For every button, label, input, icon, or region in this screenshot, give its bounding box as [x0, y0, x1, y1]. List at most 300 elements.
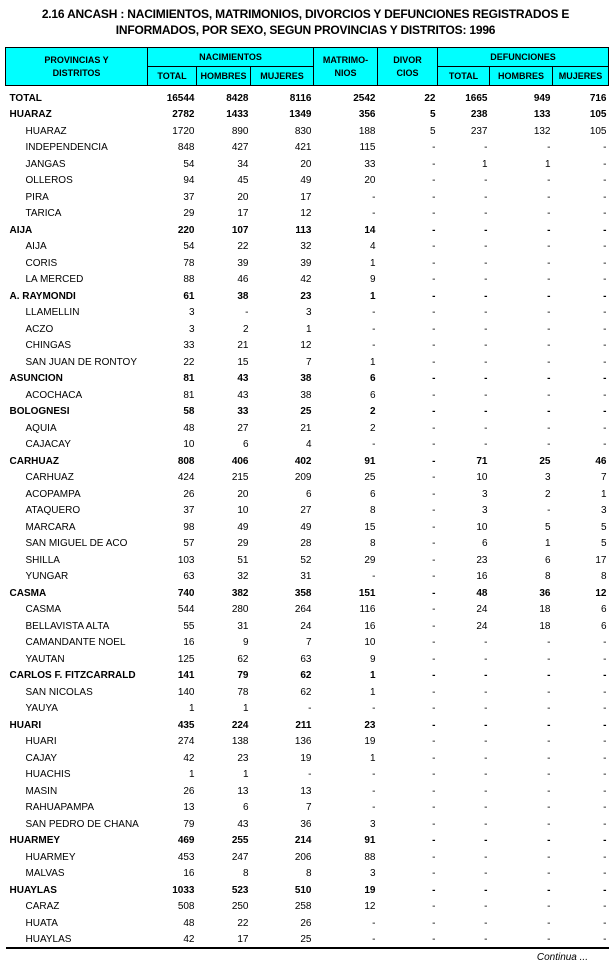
- cell-value: -: [547, 191, 551, 203]
- cell-value: 258: [294, 901, 312, 913]
- cell-value: -: [432, 290, 436, 302]
- cell-value: 34: [237, 158, 249, 170]
- cell-value: 26: [300, 917, 312, 929]
- cell-value: -: [432, 554, 436, 566]
- cell-value: 10: [237, 505, 249, 517]
- province-row: [6, 222, 609, 239]
- cell-value: 5: [429, 109, 436, 121]
- cell-value: -: [547, 670, 551, 682]
- cell-value: 7: [600, 472, 607, 484]
- cell-value: 6: [544, 554, 551, 566]
- cell-value: 5: [600, 521, 607, 533]
- cell-value: -: [547, 290, 551, 302]
- province-row: [6, 453, 609, 470]
- cell-value: -: [432, 686, 436, 698]
- cell-value: -: [484, 241, 488, 253]
- row-label: ACOPAMPA: [25, 488, 81, 500]
- cell-value: -: [547, 703, 551, 715]
- row-label: HUARMEY: [9, 835, 61, 847]
- cell-value: 211: [295, 719, 312, 731]
- cell-value: -: [484, 917, 488, 929]
- cell-value: 8: [369, 538, 376, 550]
- cell-value: -: [432, 884, 436, 896]
- row-label: BELLAVISTA ALTA: [25, 620, 110, 632]
- cell-value: -: [603, 191, 607, 203]
- cell-value: 2782: [172, 109, 195, 121]
- cell-value: 427: [231, 142, 249, 154]
- cell-value: -: [547, 868, 551, 880]
- header-divorcios-line1: DIVOR: [393, 54, 422, 65]
- cell-value: -: [547, 208, 551, 220]
- cell-value: 740: [177, 587, 195, 599]
- cell-value: -: [432, 818, 436, 830]
- district-row: [6, 338, 609, 355]
- district-row: [6, 866, 609, 883]
- cell-value: -: [432, 224, 436, 236]
- cell-value: 61: [183, 290, 195, 302]
- page-title-line1: 2.16 ANCASH : NACIMIENTOS, MATRIMONIOS, DIVORCIOS Y DEFUNCIONES REGISTRADOS E: [41, 7, 570, 21]
- cell-value: 78: [237, 686, 249, 698]
- cell-value: 13: [183, 802, 195, 814]
- cell-value: -: [484, 356, 488, 368]
- cell-value: 12: [364, 901, 376, 913]
- cell-value: -: [432, 571, 436, 583]
- cell-value: -: [603, 257, 607, 269]
- cell-value: -: [484, 191, 488, 203]
- cell-value: -: [432, 620, 436, 632]
- cell-value: -: [432, 356, 436, 368]
- header-group-nacimientos: NACIMIENTOS: [148, 48, 314, 67]
- row-label: ATAQUERO: [25, 505, 81, 517]
- cell-value: -: [484, 884, 488, 896]
- cell-value: -: [547, 389, 551, 401]
- cell-value: -: [432, 472, 436, 484]
- cell-value: -: [484, 653, 488, 665]
- cell-value: -: [432, 802, 436, 814]
- cell-value: -: [603, 241, 607, 253]
- page-title-line2: INFORMADOS, POR SEXO, SEGUN PROVINCIAS Y DISTRITOS: 1996: [115, 23, 496, 37]
- cell-value: 140: [177, 686, 195, 698]
- cell-value: 29: [183, 208, 195, 220]
- district-row: [6, 618, 609, 635]
- cell-value: 12: [595, 587, 607, 599]
- cell-value: 39: [237, 257, 249, 269]
- row-label: AIJA: [25, 241, 47, 253]
- header-matrimonios-line2: NIOS: [334, 67, 357, 78]
- cell-value: -: [372, 802, 376, 814]
- cell-value: 24: [300, 620, 312, 632]
- cell-value: 247: [231, 851, 249, 863]
- cell-value: -: [432, 488, 436, 500]
- cell-value: -: [372, 917, 376, 929]
- cell-value: 20: [300, 158, 312, 170]
- cell-value: -: [603, 769, 607, 781]
- cell-value: -: [603, 933, 607, 945]
- cell-value: 116: [359, 604, 376, 616]
- cell-value: 13: [237, 785, 249, 797]
- row-label: AQUIA: [25, 422, 57, 434]
- cell-value: -: [432, 917, 436, 929]
- cell-value: 21: [300, 422, 312, 434]
- cell-value: -: [432, 538, 436, 550]
- row-label: HUACHIS: [25, 769, 71, 781]
- header-provincias-distritos: [6, 48, 148, 86]
- cell-value: 12: [300, 340, 312, 352]
- cell-value: 3: [369, 818, 376, 830]
- cell-value: 62: [300, 686, 312, 698]
- cell-value: -: [484, 719, 488, 731]
- row-label: SAN MIGUEL DE ACO: [25, 538, 128, 550]
- cell-value: -: [547, 373, 551, 385]
- row-label: CASMA: [25, 604, 62, 616]
- district-row: [6, 387, 609, 404]
- cell-value: 94: [183, 175, 195, 187]
- row-label: RAHUAPAMPA: [25, 802, 95, 814]
- cell-value: 125: [177, 653, 195, 665]
- cell-value: -: [372, 323, 376, 335]
- cell-value: -: [547, 274, 551, 286]
- cell-value: 2: [544, 488, 551, 500]
- cell-value: -: [432, 505, 436, 517]
- district-row: [6, 420, 609, 437]
- province-row: [6, 404, 609, 421]
- row-label: MASIN: [25, 785, 58, 797]
- cell-value: 29: [364, 554, 376, 566]
- cell-value: -: [484, 686, 488, 698]
- cell-value: 224: [231, 719, 249, 731]
- cell-value: -: [245, 307, 249, 319]
- cell-value: 6: [305, 488, 312, 500]
- cell-value: 29: [237, 538, 249, 550]
- cell-value: -: [372, 439, 376, 451]
- cell-value: 133: [533, 109, 551, 121]
- cell-value: -: [547, 917, 551, 929]
- district-row: [6, 552, 609, 569]
- cell-value: 132: [533, 125, 551, 137]
- cell-value: -: [432, 323, 436, 335]
- cell-value: 17: [237, 933, 249, 945]
- cell-value: 8428: [226, 93, 249, 105]
- row-label: JANGAS: [25, 158, 66, 170]
- cell-value: 1: [369, 257, 376, 269]
- cell-value: 54: [183, 241, 195, 253]
- cell-value: -: [432, 241, 436, 253]
- district-row: [6, 750, 609, 767]
- cell-value: 274: [177, 736, 195, 748]
- cell-value: 188: [358, 125, 376, 137]
- cell-value: -: [432, 175, 436, 187]
- cell-value: -: [484, 736, 488, 748]
- cell-value: 544: [177, 604, 195, 616]
- cell-value: 103: [177, 554, 195, 566]
- cell-value: -: [603, 802, 607, 814]
- cell-value: 9: [242, 637, 249, 649]
- row-label: ACZO: [25, 323, 54, 335]
- district-row: [6, 321, 609, 338]
- cell-value: -: [603, 703, 607, 715]
- cell-value: 10: [476, 472, 488, 484]
- cell-value: 808: [177, 455, 195, 467]
- district-row: [6, 189, 609, 206]
- district-row: [6, 684, 609, 701]
- cell-value: 18: [539, 604, 551, 616]
- province-row: [6, 717, 609, 734]
- cell-value: 22: [237, 917, 249, 929]
- cell-value: 25: [300, 933, 312, 945]
- cell-value: 8: [369, 505, 376, 517]
- cell-value: 16: [183, 868, 195, 880]
- cell-value: -: [547, 769, 551, 781]
- district-row: [6, 701, 609, 718]
- row-label: SAN PEDRO DE CHANA: [25, 818, 139, 830]
- cell-value: 26: [183, 785, 195, 797]
- cell-value: 6: [242, 439, 249, 451]
- cell-value: 848: [177, 142, 195, 154]
- cell-value: 71: [476, 455, 488, 467]
- row-label: CHINGAS: [25, 340, 72, 352]
- district-row: [6, 239, 609, 256]
- district-row: [6, 915, 609, 932]
- cell-value: -: [484, 752, 488, 764]
- cell-value: -: [484, 868, 488, 880]
- cell-value: -: [603, 719, 607, 731]
- cell-value: 1: [369, 356, 376, 368]
- cell-value: 78: [183, 257, 195, 269]
- cell-value: -: [432, 785, 436, 797]
- cell-value: -: [432, 389, 436, 401]
- cell-value: -: [547, 719, 551, 731]
- district-row: [6, 783, 609, 800]
- cell-value: -: [432, 868, 436, 880]
- cell-value: 88: [183, 274, 195, 286]
- cell-value: 62: [237, 653, 249, 665]
- cell-value: 138: [231, 736, 249, 748]
- cell-value: 1: [369, 752, 376, 764]
- cell-value: -: [547, 637, 551, 649]
- cell-value: -: [432, 851, 436, 863]
- cell-value: 8: [242, 868, 249, 880]
- cell-value: 1: [369, 290, 376, 302]
- cell-value: -: [484, 439, 488, 451]
- cell-value: 6: [369, 389, 376, 401]
- cell-value: 3: [305, 307, 312, 319]
- table-body: [6, 86, 609, 949]
- cell-value: 107: [231, 224, 249, 236]
- cell-value: -: [432, 703, 436, 715]
- header-provincias-line1: PROVINCIAS Y: [44, 54, 109, 65]
- row-label: A. RAYMONDI: [9, 290, 76, 302]
- cell-value: 5: [600, 538, 607, 550]
- header-defunciones-hombres: HOMBRES: [490, 67, 553, 86]
- cell-value: 81: [183, 373, 195, 385]
- row-label: CAMANDANTE NOEL: [25, 637, 126, 649]
- cell-value: 1: [544, 158, 551, 170]
- district-row: [6, 156, 609, 173]
- row-label: AIJA: [9, 224, 33, 236]
- cell-value: 13: [300, 785, 312, 797]
- cell-value: 20: [237, 191, 249, 203]
- district-row: [6, 651, 609, 668]
- header-matrimonios-line1: MATRIMO-: [322, 54, 369, 65]
- cell-value: 238: [470, 109, 488, 121]
- cell-value: 23: [237, 752, 249, 764]
- cell-value: -: [432, 604, 436, 616]
- row-label: OLLEROS: [25, 175, 73, 187]
- cell-value: -: [432, 406, 436, 418]
- header-group-defunciones: DEFUNCIONES: [438, 48, 609, 67]
- cell-value: -: [603, 307, 607, 319]
- row-label: YUNGAR: [25, 571, 69, 583]
- row-label: CORIS: [25, 257, 58, 269]
- row-label: CAJACAY: [25, 439, 71, 451]
- cell-value: 26: [183, 488, 195, 500]
- cell-value: 421: [294, 142, 312, 154]
- cell-value: 43: [237, 373, 249, 385]
- cell-value: 105: [589, 109, 607, 121]
- district-row: [6, 816, 609, 833]
- row-label: YAUTAN: [25, 653, 65, 665]
- cell-value: 18: [539, 620, 551, 632]
- row-label: SHILLA: [25, 554, 60, 566]
- cell-value: 141: [177, 670, 195, 682]
- cell-value: -: [547, 307, 551, 319]
- cell-value: 830: [294, 125, 312, 137]
- cell-value: 55: [183, 620, 195, 632]
- cell-value: 1: [242, 703, 249, 715]
- cell-value: 37: [183, 191, 195, 203]
- cell-value: -: [484, 802, 488, 814]
- cell-value: 105: [589, 125, 607, 137]
- cell-value: 19: [364, 736, 376, 748]
- row-label: MARCARA: [25, 521, 76, 533]
- cell-value: 1: [544, 538, 551, 550]
- cell-value: 3: [600, 505, 607, 517]
- cell-value: 2542: [353, 93, 376, 105]
- cell-value: 23: [300, 290, 312, 302]
- row-label: TOTAL: [9, 93, 42, 105]
- cell-value: -: [547, 802, 551, 814]
- cell-value: -: [484, 340, 488, 352]
- cell-value: -: [603, 736, 607, 748]
- cell-value: -: [603, 356, 607, 368]
- cell-value: -: [432, 521, 436, 533]
- cell-value: 28: [300, 538, 312, 550]
- cell-value: -: [484, 851, 488, 863]
- cell-value: -: [484, 637, 488, 649]
- cell-value: 890: [231, 125, 249, 137]
- cell-value: -: [484, 389, 488, 401]
- province-row: [6, 107, 609, 124]
- cell-value: 39: [300, 257, 312, 269]
- cell-value: -: [547, 933, 551, 945]
- cell-value: 24: [476, 604, 488, 616]
- cell-value: 6: [481, 538, 488, 550]
- cell-value: 22: [237, 241, 249, 253]
- cell-value: -: [547, 835, 551, 847]
- header-defunciones-total: TOTAL: [438, 67, 490, 86]
- cell-value: -: [432, 307, 436, 319]
- district-row: [6, 800, 609, 817]
- cell-value: 79: [183, 818, 195, 830]
- district-row: [6, 354, 609, 371]
- cell-value: -: [603, 290, 607, 302]
- district-row: [6, 519, 609, 536]
- cell-value: -: [603, 142, 607, 154]
- cell-value: -: [432, 736, 436, 748]
- cell-value: -: [484, 323, 488, 335]
- cell-value: 49: [237, 521, 249, 533]
- cell-value: -: [603, 868, 607, 880]
- header-matrimonios: [314, 48, 378, 86]
- cell-value: -: [372, 571, 376, 583]
- cell-value: -: [603, 637, 607, 649]
- cell-value: 15: [237, 356, 249, 368]
- cell-value: 46: [595, 455, 607, 467]
- cell-value: 1033: [172, 884, 195, 896]
- row-label: HUARAZ: [9, 109, 52, 121]
- district-row: [6, 767, 609, 784]
- cell-value: -: [547, 505, 551, 517]
- cell-value: -: [372, 307, 376, 319]
- cell-value: -: [603, 422, 607, 434]
- cell-value: 20: [237, 488, 249, 500]
- cell-value: -: [484, 208, 488, 220]
- cell-value: 15: [364, 521, 376, 533]
- cell-value: 3: [481, 488, 488, 500]
- row-label: CARHUAZ: [25, 472, 74, 484]
- row-label: HUAYLAS: [25, 933, 72, 945]
- cell-value: 1: [188, 769, 195, 781]
- cell-value: -: [372, 769, 376, 781]
- cell-value: 1433: [226, 109, 249, 121]
- cell-value: 4: [305, 439, 312, 451]
- cell-value: 98: [183, 521, 195, 533]
- cell-value: -: [432, 901, 436, 913]
- cell-value: -: [372, 703, 376, 715]
- cell-value: -: [372, 208, 376, 220]
- cell-value: 48: [476, 587, 488, 599]
- cell-value: -: [603, 901, 607, 913]
- cell-value: -: [484, 769, 488, 781]
- header-divorcios: [378, 48, 438, 86]
- table-header: [6, 48, 609, 86]
- cell-value: 949: [533, 93, 551, 105]
- cell-value: -: [603, 653, 607, 665]
- cell-value: 1: [481, 158, 488, 170]
- cell-value: -: [432, 769, 436, 781]
- province-row: [6, 371, 609, 388]
- cell-value: 91: [364, 835, 376, 847]
- cell-value: -: [432, 933, 436, 945]
- cell-value: 27: [300, 505, 312, 517]
- cell-value: 382: [231, 587, 249, 599]
- cell-value: 42: [183, 752, 195, 764]
- cell-value: -: [484, 373, 488, 385]
- province-row: [6, 882, 609, 899]
- cell-value: 37: [183, 505, 195, 517]
- row-label: PIRA: [25, 191, 49, 203]
- cell-value: -: [484, 422, 488, 434]
- cell-value: -: [432, 670, 436, 682]
- cell-value: 113: [295, 224, 312, 236]
- cell-value: -: [547, 340, 551, 352]
- grand-total-row: [6, 86, 609, 107]
- cell-value: -: [547, 439, 551, 451]
- row-label: MALVAS: [25, 868, 65, 880]
- cell-value: -: [547, 653, 551, 665]
- cell-value: -: [603, 752, 607, 764]
- cell-value: -: [432, 422, 436, 434]
